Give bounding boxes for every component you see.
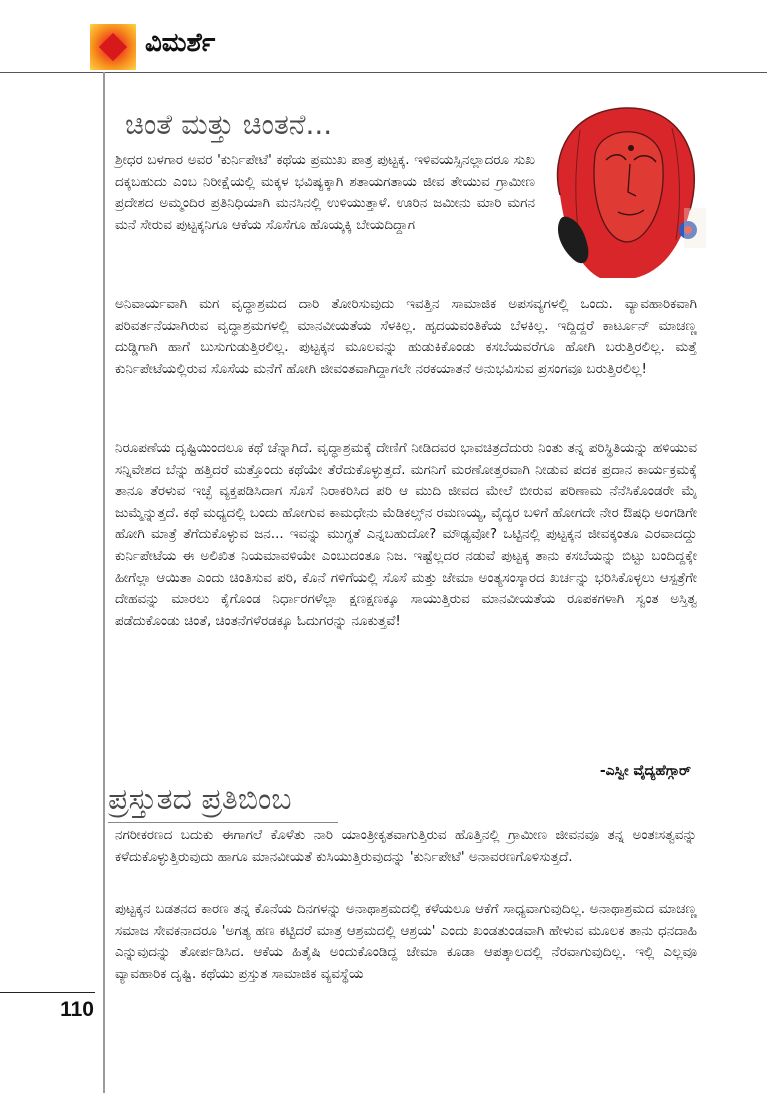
page-number: 110	[60, 998, 94, 1021]
section2-title: ಪ್ರಸ್ತುತದ ಪ್ರತಿಬಿಂಬ	[108, 782, 292, 817]
author-byline: -ಎಸ್ವೀ ವೈದ್ಯಹೆಗ್ಗಾರ್	[599, 763, 691, 779]
article-paragraph-intro-continued: ಅನಿವಾರ್ಯವಾಗಿ ಮಗ ವೃದ್ಧಾಶ್ರಮದ ದಾರಿ ತೋರಿಸುವುದು ಇವತ್ತಿನ ಸಾಮಾಜಿಕ ಅಪಸವ್ಯಗಳಲ್ಲಿ ಒಂದು. ವ್ಯಾವಹಾರಿಕವಾಗಿ ಪರಿವರ್ತನೆಯಾಗಿರುವ ವೃದ್ಧಾಶ್ರಮಗಳಲ್ಲಿ ಮಾನವೀಯತೆಯ ಸೆಳಕಿಲ್ಲ. ಹೃದಯವಂತಿಕೆಯ ಬೆಳಕಿಲ್ಲ. ಇದ್ದಿದ್ದರೆ ಕಾರ್ಟೂನ್ ಮಾಚಣ್ಣ ದುಡ್ಡಿಗಾಗಿ ಹಾಗೆ ಬುಸುಗುಡುತ್ತಿರಲಿಲ್ಲ. ಪುಟ್ಟಕ್ಕನ ಮೂಲವನ್ನು ಹುಡುಕಿಕೊಂಡು ಕಸಬೆಯವರೆಗೂ ಹೋಗಿ ಬರುತ್ತಿರಲಿಲ್ಲ. ಮತ್ತೆ ಕುರ್ನಿಪೇಟೆಯಲ್ಲಿರುವ ಸೊಸೆಯ ಮನೆಗೆ ಹೋಗಿ ಜೀವಂತವಾಗಿದ್ದಾಗಲೇ ನರಕಯಾತನೆ ಅನುಭವಿಸುವ ಪ್ರಸಂಗವೂ ಬರುತ್ತಿರಲಿಲ್ಲ!	[115, 296, 697, 377]
section2-title-underline	[108, 822, 338, 823]
section-logo-icon	[90, 24, 136, 70]
bindi-dot	[628, 145, 634, 151]
woman-portrait-illustration	[540, 100, 708, 280]
page-number-rule	[0, 992, 95, 993]
header-divider	[0, 72, 767, 73]
article-paragraph-intro: ಶ್ರೀಧರ ಬಳಗಾರ ಅವರ 'ಕುರ್ನಿಪೇಟೆ' ಕಥೆಯ ಪ್ರಮುಖ ಪಾತ್ರ ಪುಟ್ಟಕ್ಕ. ಇಳಿವಯಸ್ಸಿನಲ್ಲಾದರೂ ಸುಖ ದಕ್ಕಬಹುದು ಎಂಬ ನಿರೀಕ್ಷೆಯಲ್ಲಿ ಮಕ್ಕಳ ಭವಿಷ್ಯಕ್ಕಾಗಿ ಶತಾಯಗತಾಯ ಜೀವ ತೇಯುವ ಗ್ರಾಮೀಣ ಪ್ರದೇಶದ ಅಮ್ಮಂದಿರ ಪ್ರತಿನಿಧಿಯಾಗಿ ಮನಸಿನಲ್ಲಿ ಉಳಿಯುತ್ತಾಳೆ. ಊರಿನ ಜಮೀನು ಮಾರಿ ಮಗನ ಮನೆ ಸೇರುವ ಪುಟ್ಟಕ್ಕನಿಗೂ ಆಕೆಯ ಸೊಸೆಗೂ ಹೊಯ್ಕಕ್ಕಿ ಬೇಯದಿದ್ದಾಗ	[115, 152, 535, 233]
section2-paragraph-2: ಪುಟ್ಟಕ್ಕನ ಬಡತನದ ಕಾರಣ ತನ್ನ ಕೊನೆಯ ದಿನಗಳನ್ನು ಅನಾಥಾಶ್ರಮದಲ್ಲಿ ಕಳೆಯಲೂ ಆಕೆಗೆ ಸಾಧ್ಯವಾಗುವುದಿಲ್ಲ. ಅನಾಥಾಶ್ರಮದ ಮಾಚಣ್ಣ ಸಮಾಜ ಸೇವಕನಾದರೂ 'ಅಗತ್ಯ ಹಣ ಕಟ್ಟಿದರೆ ಮಾತ್ರ ಆಶ್ರಮದಲ್ಲಿ ಆಶ್ರಯ' ಎಂದು ಖಂಡತುಂಡವಾಗಿ ಹೇಳುವ ಮೂಲಕ ತಾನು ಧನದಾಹಿ ಎನ್ನುವುದನ್ನು ತೋರ್ಪಡಿಸಿದ. ಆಕೆಯ ಹಿತೈಷಿ ಅಂದುಕೊಂಡಿದ್ದ ಜೇಮಾ ಕೂಡಾ ಆಪತ್ಕಾಲದಲ್ಲಿ ನೆರವಾಗುವುದಿಲ್ಲ. ಇಲ್ಲಿ ಎಲ್ಲವೂ ವ್ಯಾವಹಾರಿಕ ದೃಷ್ಟಿ. ಕಥೆಯು ಪ್ರಸ್ತುತ ಸಾಮಾಜಿಕ ವ್ಯವಸ್ಥೆಯ	[115, 901, 697, 982]
section2-paragraph-1: ನಗರೀಕರಣದ ಬದುಕು ಈಗಾಗಲೆ ಕೊಳೆತು ನಾರಿ ಯಾಂತ್ರೀಕೃತವಾಗುತ್ತಿರುವ ಹೊತ್ತಿನಲ್ಲಿ ಗ್ರಾಮೀಣ ಜೀವನವೂ ತನ್ನ ಅಂತಃಸತ್ವವನ್ನು ಕಳೆದುಕೊಳ್ಳುತ್ತಿರುವುದು ಹಾಗೂ ಮಾನವೀಯತೆ ಕುಸಿಯುತ್ತಿರುವುದನ್ನು 'ಕುರ್ನಿಪೇಟೆ' ಅನಾವರಣಗೊಳಿಸುತ್ತದೆ.	[115, 827, 697, 865]
article-title: ಚಿಂತೆ ಮತ್ತು ಚಿಂತನೆ...	[125, 108, 333, 141]
margin-divider	[103, 72, 105, 1093]
section-name: ವಿಮರ್ಶೆ	[145, 28, 216, 58]
article-paragraph-narration: ನಿರೂಪಣೆಯ ದೃಷ್ಟಿಯಿಂದಲೂ ಕಥೆ ಚೆನ್ನಾಗಿದೆ. ವೃದ್ಧಾಶ್ರಮಕ್ಕೆ ದೇಣಿಗೆ ನೀಡಿದವರ ಭಾವಚಿತ್ರದೆದುರು ನಿಂತು ತನ್ನ ಪರಿಸ್ಥಿತಿಯನ್ನು ಹಳಿಯುವ ಸನ್ನಿವೇಶದ ಬೆನ್ನು ಹತ್ತಿದರೆ ಮತ್ತೊಂದು ಕಥೆಯೇ ತೆರೆದುಕೊಳ್ಳುತ್ತದೆ. ಮಗನಿಗೆ ಮರಣೋತ್ತರವಾಗಿ ನೀಡುವ ಪದಕ ಪ್ರದಾನ ಕಾರ್ಯಕ್ರಮಕ್ಕೆ ತಾನೂ ತೆರಳುವ ಇಚ್ಛೆ ವ್ಯಕ್ತಪಡಿಸಿದಾಗ ಸೊಸೆ ನಿರಾಕರಿಸಿದ ಪರಿ ಆ ಮುದಿ ಜೀವದ ಮೇಲೆ ಬೀರುವ ಪರಿಣಾಮ ನೆನೆಸಿಕೊಂಡರೇ ಮೈ ಜುಮ್ಮೆನ್ನುತ್ತದೆ. ಕಥೆ ಮಧ್ಯದಲ್ಲಿ ಬಂದು ಹೋಗುವ ಕಾಮಧೇನು ಮೆಡಿಕಲ್ಸ್‌ನ ರಮಣಯ್ಯ, ವೈದ್ಯರ ಬಳಿಗೆ ಹೋಗದೇ ನೇರ ಔಷಧಿ ಅಂಗಡಿಗೇ ಹೋಗಿ ಮಾತ್ರೆ ತೆಗೆದುಕೊಳ್ಳುವ ಜನ... ಇವನ್ನು ಮುಗ್ಧತೆ ಎನ್ನಬಹುದೋ? ಮೌಢ್ಯವೋ? ಒಟ್ಟಿನಲ್ಲಿ ಪುಟ್ಟಕ್ಕನ ಜೀವಕ್ಕಂತೂ ಎರವಾದದ್ದು ಕುರ್ನಿಪೇಟೆಯ ಈ ಅಲಿಖಿತ ನಿಯಮಾವಳಿಯೇ ಎಂಬುದಂತೂ ನಿಜ. ಇಷ್ಟೆಲ್ಲದರ ನಡುವೆ ಪುಟ್ಟಕ್ಕ ತಾನು ಕಸಬೆಯನ್ನು ಬಿಟ್ಟು ಬಂದಿದ್ದಕ್ಕೇ ಹೀಗೆಲ್ಲಾ ಆಯಿತಾ ಎಂದು ಚಿಂತಿಸುವ ಪರಿ, ಕೊನೆ ಗಳಿಗೆಯಲ್ಲಿ ಸೊಸೆ ಮತ್ತು ಜೇಮಾ ಅಂತ್ಯಸಂಸ್ಕಾರದ ಖರ್ಚನ್ನು ಭರಿಸಿಕೊಳ್ಳಲು ಆಸ್ಪತ್ರೆಗೇ ದೇಹವನ್ನು ಮಾರಲು ಕೈಗೊಂಡ ನಿರ್ಧಾರಗಳೆಲ್ಲಾ ಕ್ಷಣಕ್ಷಣಕ್ಕೂ ಸಾಯುತ್ತಿರುವ ಮಾನವೀಯತೆಯ ರೂಪಕಗಳಾಗಿ ಸ್ವಂತ ಅಸ್ತಿತ್ವ ಪಡೆದುಕೊಂಡು ಚಿಂತೆ, ಚಿಂತನೆಗಳೆರಡಕ್ಕೂ ಓದುಗರನ್ನು ನೂಕುತ್ತವೆ!	[115, 440, 697, 629]
